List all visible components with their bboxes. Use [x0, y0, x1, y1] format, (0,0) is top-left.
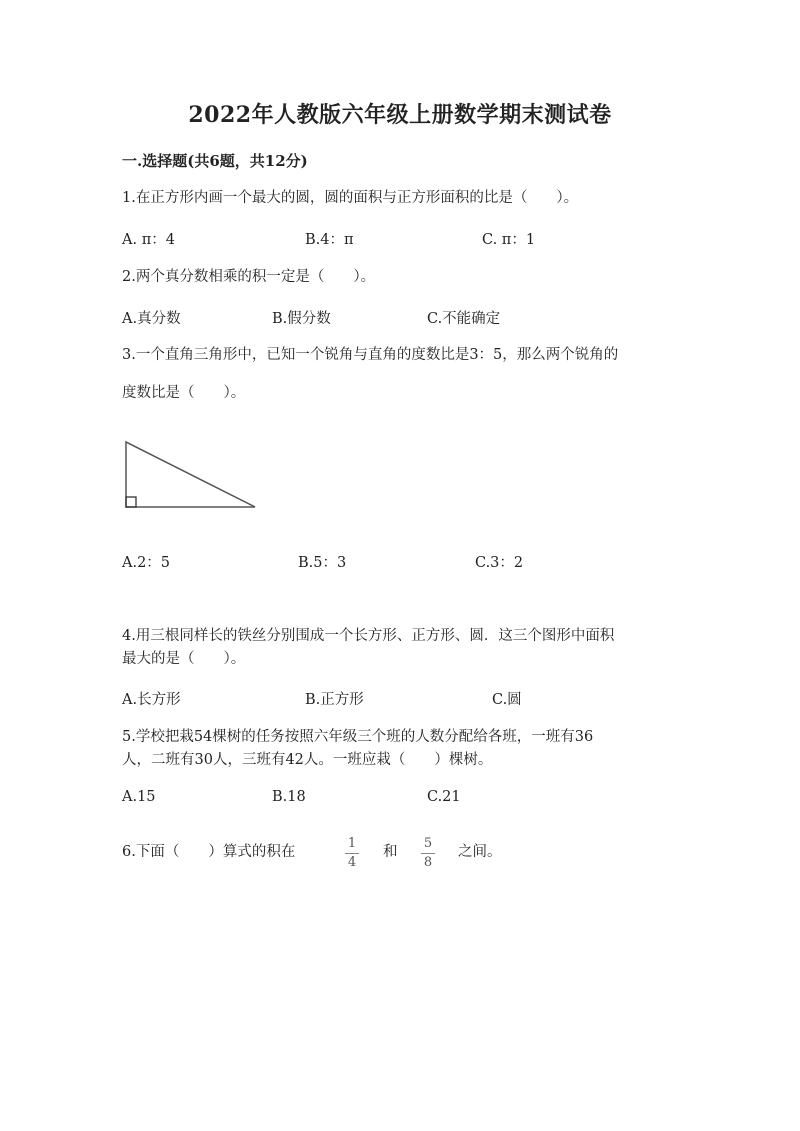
q4-option-b[interactable]: B.正方形 — [305, 692, 364, 708]
fraction-1-bar — [345, 853, 359, 854]
question-4-line2: 最大的是（ ）。 — [122, 651, 246, 667]
question-4-line1: 4.用三根同样长的铁丝分别围成一个长方形、正方形、圆．这三个图形中面积 — [122, 628, 615, 644]
triangle-shape — [126, 442, 255, 507]
q2-option-a[interactable]: A.真分数 — [122, 311, 181, 327]
q3-option-c[interactable]: C.3：2 — [475, 555, 524, 571]
fraction-2-denominator: 8 — [423, 855, 433, 870]
q5-option-b[interactable]: B.18 — [272, 789, 306, 805]
q4-option-a[interactable]: A.长方形 — [122, 692, 181, 708]
fraction-2-numerator: 5 — [423, 836, 433, 851]
question-1-text: 1.在正方形内画一个最大的圆，圆的面积与正方形面积的比是（ ）。 — [122, 190, 579, 206]
q2-option-b[interactable]: B.假分数 — [272, 311, 331, 327]
fraction-five-eighths — [421, 837, 435, 870]
q1-option-a[interactable]: A. π：4 — [122, 232, 175, 248]
question-1-options — [122, 228, 682, 248]
right-triangle-figure — [118, 436, 263, 514]
question-5-options — [122, 789, 682, 809]
question-6-prefix: 6.下面（ ）算式的积在 — [122, 844, 296, 860]
question-6-middle: 和 — [383, 844, 398, 860]
question-5-line1: 5.学校把栽54棵树的任务按照六年级三个班的人数分配给各班，一班有36 — [122, 729, 594, 745]
q1-option-c[interactable]: C. π：1 — [482, 232, 536, 248]
page-title: 2022年人教版六年级上册数学期末测试卷 — [188, 102, 612, 128]
q5-option-c[interactable]: C.21 — [427, 789, 461, 805]
question-3-line1: 3.一个直角三角形中，已知一个锐角与直角的度数比是3：5，那么两个锐角的 — [122, 347, 619, 363]
fraction-one-quarter — [345, 837, 359, 870]
fraction-1-denominator: 4 — [347, 855, 357, 870]
question-6-suffix: 之间。 — [458, 844, 502, 860]
q1-option-b[interactable]: B.4：π — [305, 232, 354, 248]
fraction-2-bar — [421, 853, 435, 854]
q5-option-a[interactable]: A.15 — [122, 789, 156, 805]
q4-option-c[interactable]: C.圆 — [492, 692, 522, 708]
question-3-options — [122, 551, 682, 571]
question-5-line2: 人，二班有30人，三班有42人。一班应栽（ ）棵树。 — [122, 752, 493, 768]
q3-option-a[interactable]: A.2：5 — [122, 555, 171, 571]
question-2-text: 2.两个真分数相乘的积一定是（ ）。 — [122, 269, 376, 285]
question-4-options — [122, 688, 682, 708]
q2-option-c[interactable]: C.不能确定 — [427, 311, 501, 327]
section-heading: 一.选择题(共6题，共12分) — [122, 152, 308, 170]
question-3-line2: 度数比是（ ）。 — [122, 385, 246, 401]
right-angle-marker — [126, 497, 136, 507]
fraction-1-numerator: 1 — [347, 836, 357, 851]
question-2-options — [122, 307, 682, 327]
q3-option-b[interactable]: B.5：3 — [298, 555, 347, 571]
